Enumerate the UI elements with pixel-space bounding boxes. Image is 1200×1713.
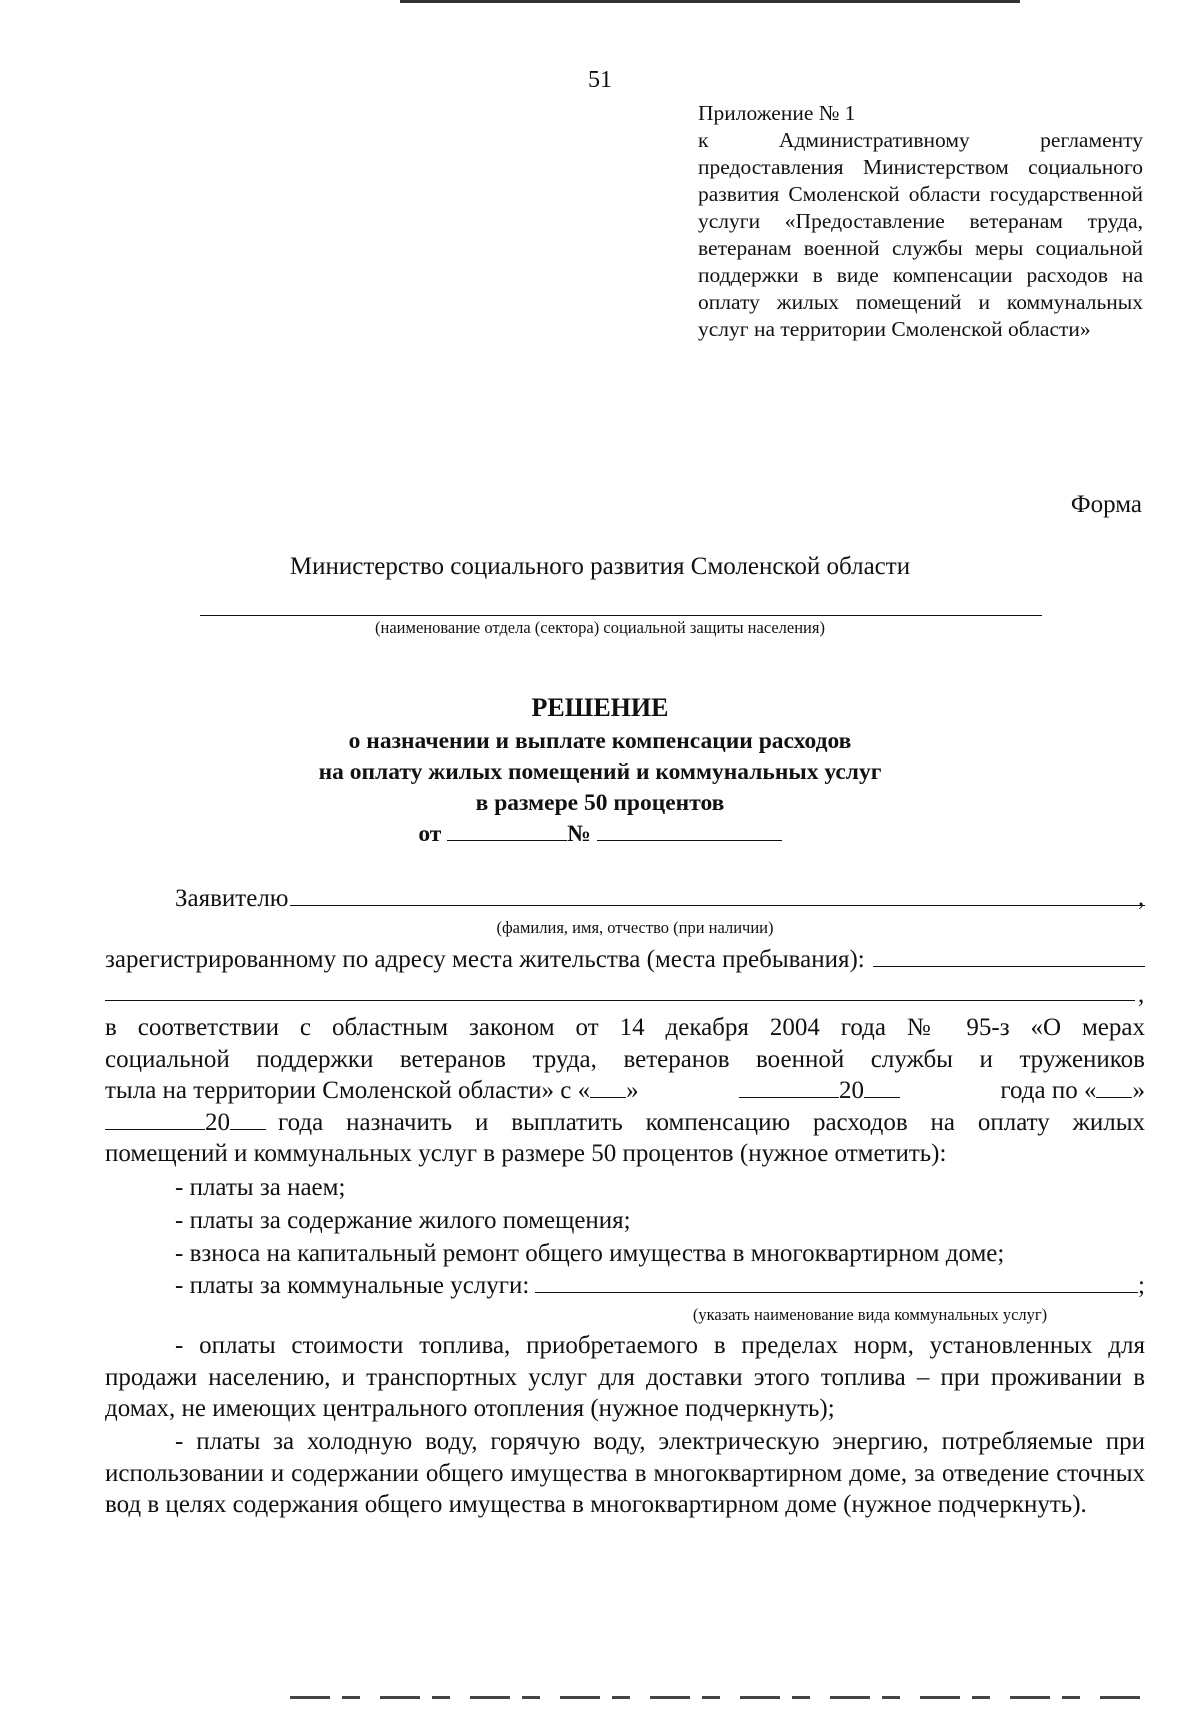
address-comma: , — [1138, 981, 1145, 1008]
item-rent: - платы за наем; — [175, 1174, 346, 1201]
utilities-blank — [535, 1270, 1138, 1293]
item-fuel: - оплаты стоимости топлива, приобретаемого в пределах норм, установленных для продажи населению, и транспортных услуг для доставки этого топлива – при проживании в домах, не имеющих центрального отопления (нужное подчеркнуть); — [105, 1332, 1145, 1422]
body-line-1: в соответствии с областным законом от 14 декабря 2004 года № 95-з «О мерах — [105, 1014, 1145, 1041]
period-to-day-close: » — [1132, 1077, 1145, 1104]
from-label: от — [418, 821, 442, 847]
period-from-day-close: » — [626, 1077, 639, 1104]
period-to-day-blank — [1096, 1077, 1132, 1098]
decision-number-blank — [597, 820, 782, 841]
applicant-label: Заявителю — [175, 885, 289, 912]
decision-title: РЕШЕНИЕ — [531, 693, 669, 722]
applicant-caption: (фамилия, имя, отчество (при наличии) — [496, 918, 774, 937]
department-caption: (наименование отдела (сектора) социальной защиты населения) — [375, 618, 825, 637]
decision-date-blank — [447, 820, 567, 841]
applicant-name-blank — [290, 883, 1145, 906]
annex-text: к Административному регламенту предоставления Министерством социального развития Смоленской области государственной услуги «Предоставление ветеранам труда, ветеранам военной службы меры социальной поддержки в виде компенсации расходов на оплату жилых помещений и коммунальных услуг на территории Смоленской области» — [698, 128, 1143, 341]
applicant-row — [175, 883, 1145, 915]
utilities-semicolon: ; — [1138, 1272, 1145, 1299]
department-field-line — [200, 615, 1042, 616]
item-capital-repair: - взноса на капитальный ремонт общего имущества в многоквартирном доме; — [175, 1240, 1005, 1267]
annex-title: Приложение № 1 — [698, 101, 856, 125]
decision-subtitle-1: о назначении и выплате компенсации расходов — [348, 728, 852, 754]
form-label: Форма — [1070, 491, 1142, 518]
decision-subtitle-2: на оплату жилых помещений и коммунальных услуг — [318, 759, 882, 785]
address-row — [105, 944, 1145, 976]
period-from-day-blank — [590, 1077, 626, 1098]
page-number: 51 — [588, 67, 612, 93]
address-blank-line-2 — [105, 1000, 1135, 1001]
period-from-year-blank — [864, 1077, 900, 1098]
period-to-year-blank — [230, 1109, 266, 1130]
period-from-year-prefix: 20 — [839, 1077, 865, 1104]
body-line-3 — [105, 1075, 1145, 1107]
body-line-4 — [105, 1107, 1145, 1139]
period-to-month-blank — [105, 1109, 205, 1130]
scan-edge-bottom — [290, 1696, 1150, 1699]
annex-block — [698, 100, 1143, 343]
decision-title-block — [0, 690, 1200, 819]
item-maintenance: - платы за содержание жилого помещения; — [175, 1207, 631, 1234]
item-utilities: - платы за коммунальные услуги: — [175, 1272, 530, 1299]
scan-edge-top — [400, 0, 1020, 3]
address-label: зарегистрированному по адресу места жительства (места пребывания): — [105, 946, 865, 973]
number-label: № — [567, 821, 591, 847]
item-utilities-row — [105, 1270, 1145, 1302]
body-line-5: помещений и коммунальных услуг в размере 50 процентов (нужное отметить): — [105, 1140, 947, 1167]
applicant-comma: , — [1138, 884, 1145, 911]
item-water: - платы за холодную воду, горячую воду, электрическую энергию, потребляемые при использовании и содержании общего имущества в многоквартирном доме, за отведение сточных вод в целях содержания общего имущества в многоквартирном доме (нужное подчеркнуть). — [105, 1428, 1145, 1518]
decision-date-number-row — [0, 820, 1200, 849]
body-line-2: социальной поддержки ветеранов труда, ветеранов военной службы и тружеников — [105, 1045, 1145, 1073]
address-blank — [873, 944, 1145, 967]
utilities-caption: (указать наименование вида коммунальных услуг) — [692, 1305, 1048, 1324]
period-from-prefix: тыла на территории Смоленской области» с « — [105, 1077, 591, 1104]
period-from-month-blank — [739, 1077, 839, 1098]
period-to-year-prefix: 20 — [205, 1108, 230, 1136]
decision-subtitle-3: в размере 50 процентов — [475, 790, 725, 816]
ministry-name: Министерство социального развития Смоленской области — [289, 553, 911, 580]
assign-text: года назначить и выплатить компенсацию расходов на оплату жилых — [278, 1108, 1145, 1136]
period-to-prefix: года по « — [1000, 1077, 1097, 1104]
